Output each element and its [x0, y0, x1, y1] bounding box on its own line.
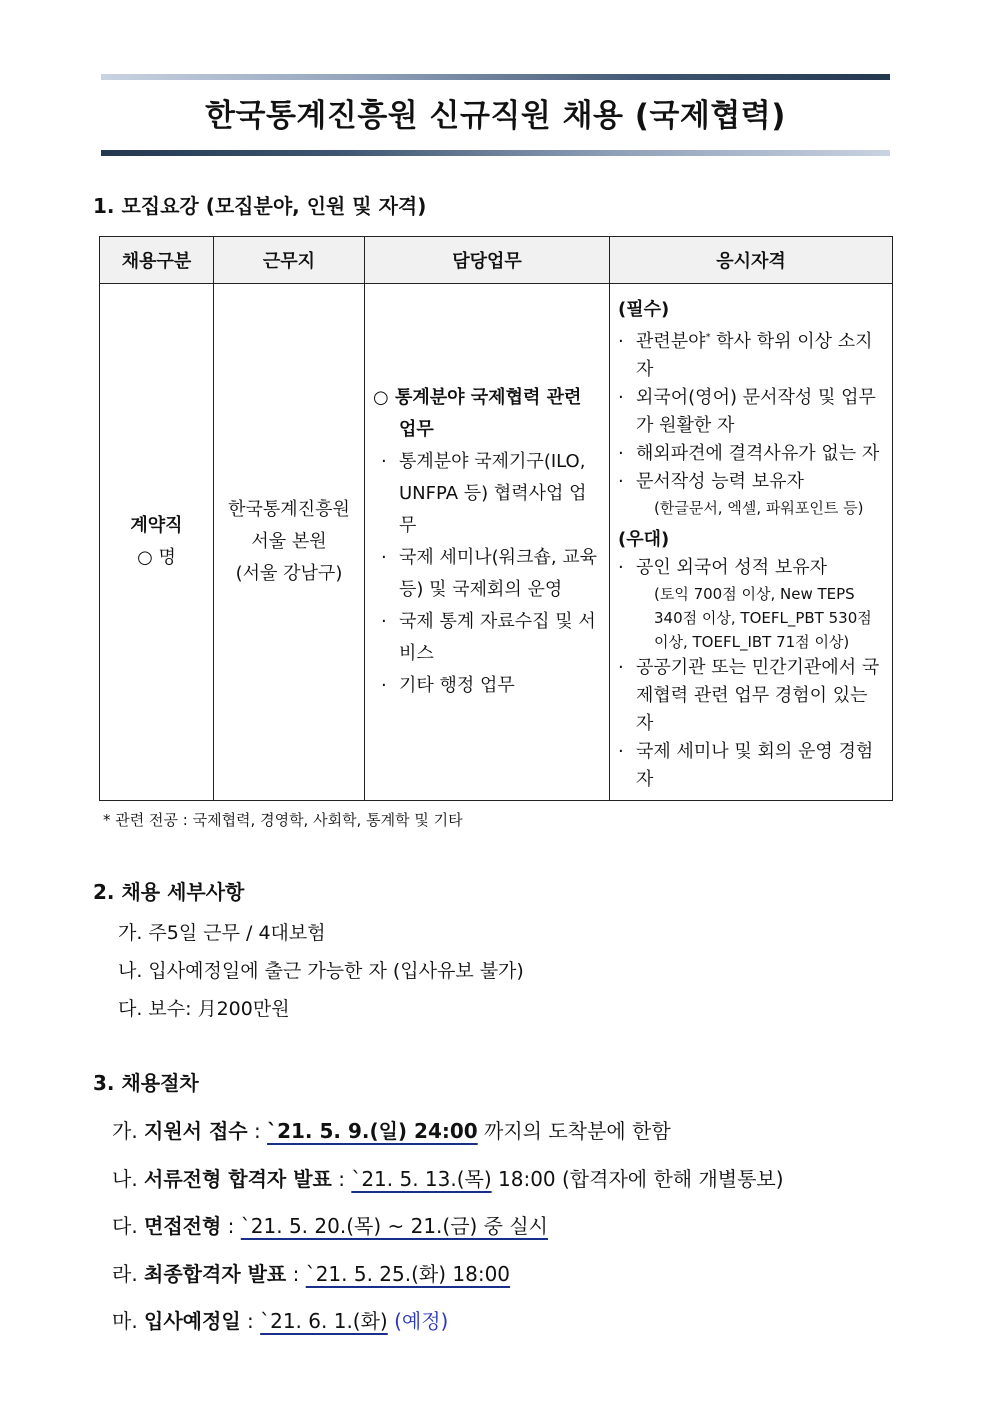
document-title: 한국통계진흥원 신규직원 채용 (국제협력)	[205, 98, 786, 134]
list-item: · 통계분야 국제기구(ILO, UNFPA 등) 협력사업 업무	[373, 446, 599, 542]
cell-qualification	[610, 284, 893, 801]
step-date: `21. 5. 20.(목) ~ 21.(금) 중 실시	[240, 1214, 548, 1238]
header-qualification: 응시자격	[610, 237, 893, 284]
list-item: · 국제 세미나 및 회의 운영 경험자	[618, 738, 884, 794]
list-note: (한글문서, 엑셀, 파워포인트 등)	[654, 499, 864, 517]
step-date: `21. 5. 25.(화) 18:00	[305, 1261, 511, 1286]
location-line: 서울 본원	[251, 531, 327, 552]
cell-kind	[100, 284, 214, 801]
step-date: `21. 5. 13.(목)	[351, 1166, 492, 1191]
list-item: · 국제 통계 자료수집 및 서비스	[373, 606, 599, 670]
step-label: 서류전형 합격자 발표	[144, 1166, 332, 1191]
step-label: 면접전형	[144, 1214, 222, 1238]
tentative-note: (예정)	[387, 1309, 449, 1333]
list-item: 나. 서류전형 합격자 발표 : `21. 5. 13.(목) 18:00 (합격자에 한해 개별통보)	[112, 1166, 784, 1191]
list-item: 나. 입사예정일에 출근 가능한 자 (입사유보 불가)	[118, 960, 524, 982]
section-1-heading: 1. 모집요강 (모집분야, 인원 및 자격)	[93, 194, 427, 218]
list-item: 가. 주5일 근무 / 4대보험	[118, 922, 326, 944]
step-label: 최종합격자 발표	[144, 1261, 287, 1286]
recruitment-table	[99, 236, 893, 801]
required-label: (필수)	[618, 299, 670, 320]
section-3-heading: 3. 채용절차	[93, 1071, 199, 1095]
section-2-heading: 2. 채용 세부사항	[93, 880, 245, 904]
title-rule-top	[101, 74, 890, 80]
location-line: (서울 강남구)	[235, 563, 343, 584]
list-item: · 관련분야* 학사 학위 이상 소지자	[618, 324, 884, 384]
employment-type: 계약직	[130, 515, 183, 536]
list-item: · 문서작성 능력 보유자 (한글문서, 엑셀, 파워포인트 등)	[618, 468, 884, 520]
list-item: · 해외파견에 결격사유가 없는 자	[618, 440, 884, 468]
list-item: · 공인 외국어 성적 보유자 (토익 700점 이상, New TEPS 340점 이상, TOEFL_PBT 530점 이상, TOEFL_IBT 71점 이상)	[618, 554, 884, 654]
location-line: 한국통계진흥원	[228, 499, 350, 520]
header-kind: 채용구분	[100, 237, 214, 284]
step-label: 지원서 접수	[144, 1119, 248, 1143]
required-list	[618, 324, 884, 520]
title-rule-bottom	[101, 150, 890, 156]
header-location: 근무지	[214, 237, 365, 284]
title-block	[101, 74, 890, 156]
header-duty: 담당업무	[365, 237, 610, 284]
list-item: 다. 면접전형 : `21. 5. 20.(목) ~ 21.(금) 중 실시	[112, 1214, 548, 1238]
duty-list	[373, 446, 599, 702]
list-item: 마. 입사예정일 : `21. 6. 1.(화) (예정)	[112, 1309, 449, 1333]
list-item: · 국제 세미나(워크숍, 교육 등) 및 국제회의 운영	[373, 542, 599, 606]
list-item: 다. 보수: 月200만원	[118, 998, 290, 1020]
step-label: 입사예정일	[144, 1309, 241, 1333]
list-item: · 공공기관 또는 민간기관에서 국제협력 관련 업무 경험이 있는 자	[618, 654, 884, 738]
details-list	[118, 914, 524, 1028]
preferred-label: (우대)	[618, 529, 670, 550]
list-note: (토익 700점 이상, New TEPS 340점 이상, TOEFL_PBT 530점 이상, TOEFL_IBT 71점 이상)	[654, 585, 872, 651]
step-date: `21. 6. 1.(화)	[260, 1309, 388, 1333]
cell-duty	[365, 284, 610, 801]
list-item: 가. 지원서 접수 : `21. 5. 9.(일) 24:00 까지의 도착분에 한함	[112, 1119, 671, 1143]
cell-location	[214, 284, 365, 801]
step-date: `21. 5. 9.(일) 24:00	[267, 1119, 478, 1143]
duty-heading: ○ 통계분야 국제협력 관련 업무	[373, 387, 582, 440]
footnote: * 관련 전공 : 국제협력, 경영학, 사회학, 통계학 및 기타	[103, 811, 463, 829]
list-item: · 외국어(영어) 문서작성 및 업무가 원활한 자	[618, 384, 884, 440]
table-row	[100, 284, 893, 801]
table-header-row	[100, 237, 893, 284]
procedure-list	[112, 1111, 784, 1349]
headcount: ○ 명	[137, 547, 176, 568]
footnote-marker: *	[705, 332, 711, 343]
list-item: · 기타 행정 업무	[373, 670, 599, 702]
preferred-list	[618, 554, 884, 794]
list-item: 라. 최종합격자 발표 : `21. 5. 25.(화) 18:00	[112, 1261, 511, 1286]
